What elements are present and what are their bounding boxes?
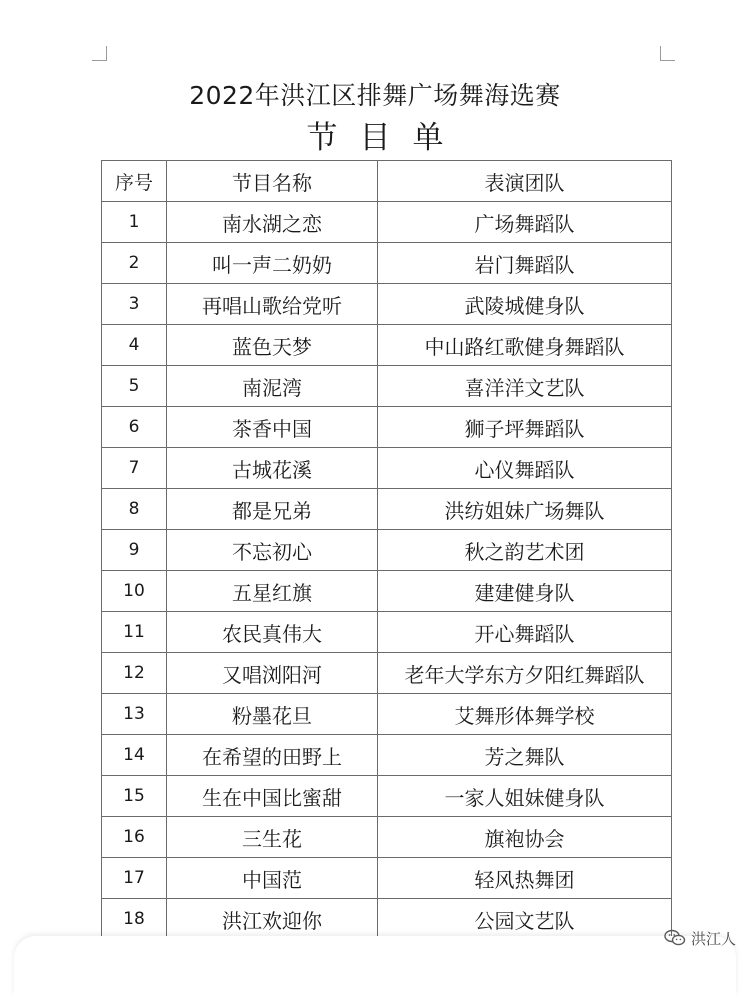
row-number: 7 bbox=[102, 448, 167, 489]
row-number: 1 bbox=[102, 202, 167, 243]
row-program-name: 古城花溪 bbox=[167, 448, 378, 489]
row-team: 一家人姐妹健身队 bbox=[378, 776, 672, 817]
row-program-name: 五星红旗 bbox=[167, 571, 378, 612]
row-program-name: 粉墨花旦 bbox=[167, 694, 378, 735]
row-number: 12 bbox=[102, 653, 167, 694]
row-program-name: 叫一声二奶奶 bbox=[167, 243, 378, 284]
row-number: 3 bbox=[102, 284, 167, 325]
table-row bbox=[102, 571, 672, 612]
row-number: 8 bbox=[102, 489, 167, 530]
row-team: 岩门舞蹈队 bbox=[378, 243, 672, 284]
row-team: 喜洋洋文艺队 bbox=[378, 366, 672, 407]
watermark bbox=[664, 926, 736, 950]
row-number: 9 bbox=[102, 530, 167, 571]
table-row bbox=[102, 530, 672, 571]
table-row bbox=[102, 776, 672, 817]
document-title: 2022年洪江区排舞广场舞海选赛 bbox=[189, 81, 561, 110]
header-team: 表演团队 bbox=[378, 161, 672, 202]
table-row bbox=[102, 448, 672, 489]
table-row bbox=[102, 489, 672, 530]
row-team: 广场舞蹈队 bbox=[378, 202, 672, 243]
row-team: 中山路红歌健身舞蹈队 bbox=[378, 325, 672, 366]
row-program-name: 生在中国比蜜甜 bbox=[167, 776, 378, 817]
row-number: 18 bbox=[102, 899, 167, 940]
row-number: 14 bbox=[102, 735, 167, 776]
row-team: 老年大学东方夕阳红舞蹈队 bbox=[378, 653, 672, 694]
row-program-name: 中国范 bbox=[167, 858, 378, 899]
table-row bbox=[102, 202, 672, 243]
row-number: 4 bbox=[102, 325, 167, 366]
table-header-row bbox=[102, 161, 672, 202]
row-program-name: 再唱山歌给党听 bbox=[167, 284, 378, 325]
wechat-icon bbox=[664, 929, 686, 947]
row-team: 开心舞蹈队 bbox=[378, 612, 672, 653]
row-team: 洪纺姐妹广场舞队 bbox=[378, 489, 672, 530]
row-program-name: 都是兄弟 bbox=[167, 489, 378, 530]
row-program-name: 三生花 bbox=[167, 817, 378, 858]
row-team: 狮子坪舞蹈队 bbox=[378, 407, 672, 448]
row-program-name: 在希望的田野上 bbox=[167, 735, 378, 776]
row-program-name: 洪江欢迎你 bbox=[167, 899, 378, 940]
row-number: 5 bbox=[102, 366, 167, 407]
header-program-name: 节目名称 bbox=[167, 161, 378, 202]
row-program-name: 农民真伟大 bbox=[167, 612, 378, 653]
row-team: 艾舞形体舞学校 bbox=[378, 694, 672, 735]
table-row bbox=[102, 653, 672, 694]
table-row bbox=[102, 735, 672, 776]
table-row bbox=[102, 817, 672, 858]
row-program-name: 蓝色天梦 bbox=[167, 325, 378, 366]
table-row bbox=[102, 366, 672, 407]
program-table bbox=[101, 160, 672, 940]
header-number: 序号 bbox=[102, 161, 167, 202]
watermark-text: 洪江人 bbox=[690, 929, 736, 948]
row-number: 17 bbox=[102, 858, 167, 899]
row-team: 芳之舞队 bbox=[378, 735, 672, 776]
page-corner-mark-right bbox=[660, 46, 675, 61]
row-program-name: 南水湖之恋 bbox=[167, 202, 378, 243]
row-number: 6 bbox=[102, 407, 167, 448]
row-team: 轻风热舞团 bbox=[378, 858, 672, 899]
row-number: 15 bbox=[102, 776, 167, 817]
row-team: 建建健身队 bbox=[378, 571, 672, 612]
bottom-sheet-edge bbox=[14, 936, 736, 996]
row-team: 公园文艺队 bbox=[378, 899, 672, 940]
document-subtitle: 节目单 bbox=[306, 120, 466, 156]
row-program-name: 茶香中国 bbox=[167, 407, 378, 448]
row-team: 旗袍协会 bbox=[378, 817, 672, 858]
row-program-name: 又唱浏阳河 bbox=[167, 653, 378, 694]
table-row bbox=[102, 858, 672, 899]
page-corner-mark-left bbox=[92, 46, 107, 61]
row-number: 13 bbox=[102, 694, 167, 735]
row-program-name: 不忘初心 bbox=[167, 530, 378, 571]
row-number: 2 bbox=[102, 243, 167, 284]
table-row bbox=[102, 694, 672, 735]
table-row bbox=[102, 284, 672, 325]
table-row bbox=[102, 612, 672, 653]
table-row bbox=[102, 243, 672, 284]
row-number: 16 bbox=[102, 817, 167, 858]
row-number: 11 bbox=[102, 612, 167, 653]
row-number: 10 bbox=[102, 571, 167, 612]
row-team: 秋之韵艺术团 bbox=[378, 530, 672, 571]
table-row bbox=[102, 899, 672, 940]
row-team: 心仪舞蹈队 bbox=[378, 448, 672, 489]
table-row bbox=[102, 325, 672, 366]
table-row bbox=[102, 407, 672, 448]
row-team: 武陵城健身队 bbox=[378, 284, 672, 325]
row-program-name: 南泥湾 bbox=[167, 366, 378, 407]
